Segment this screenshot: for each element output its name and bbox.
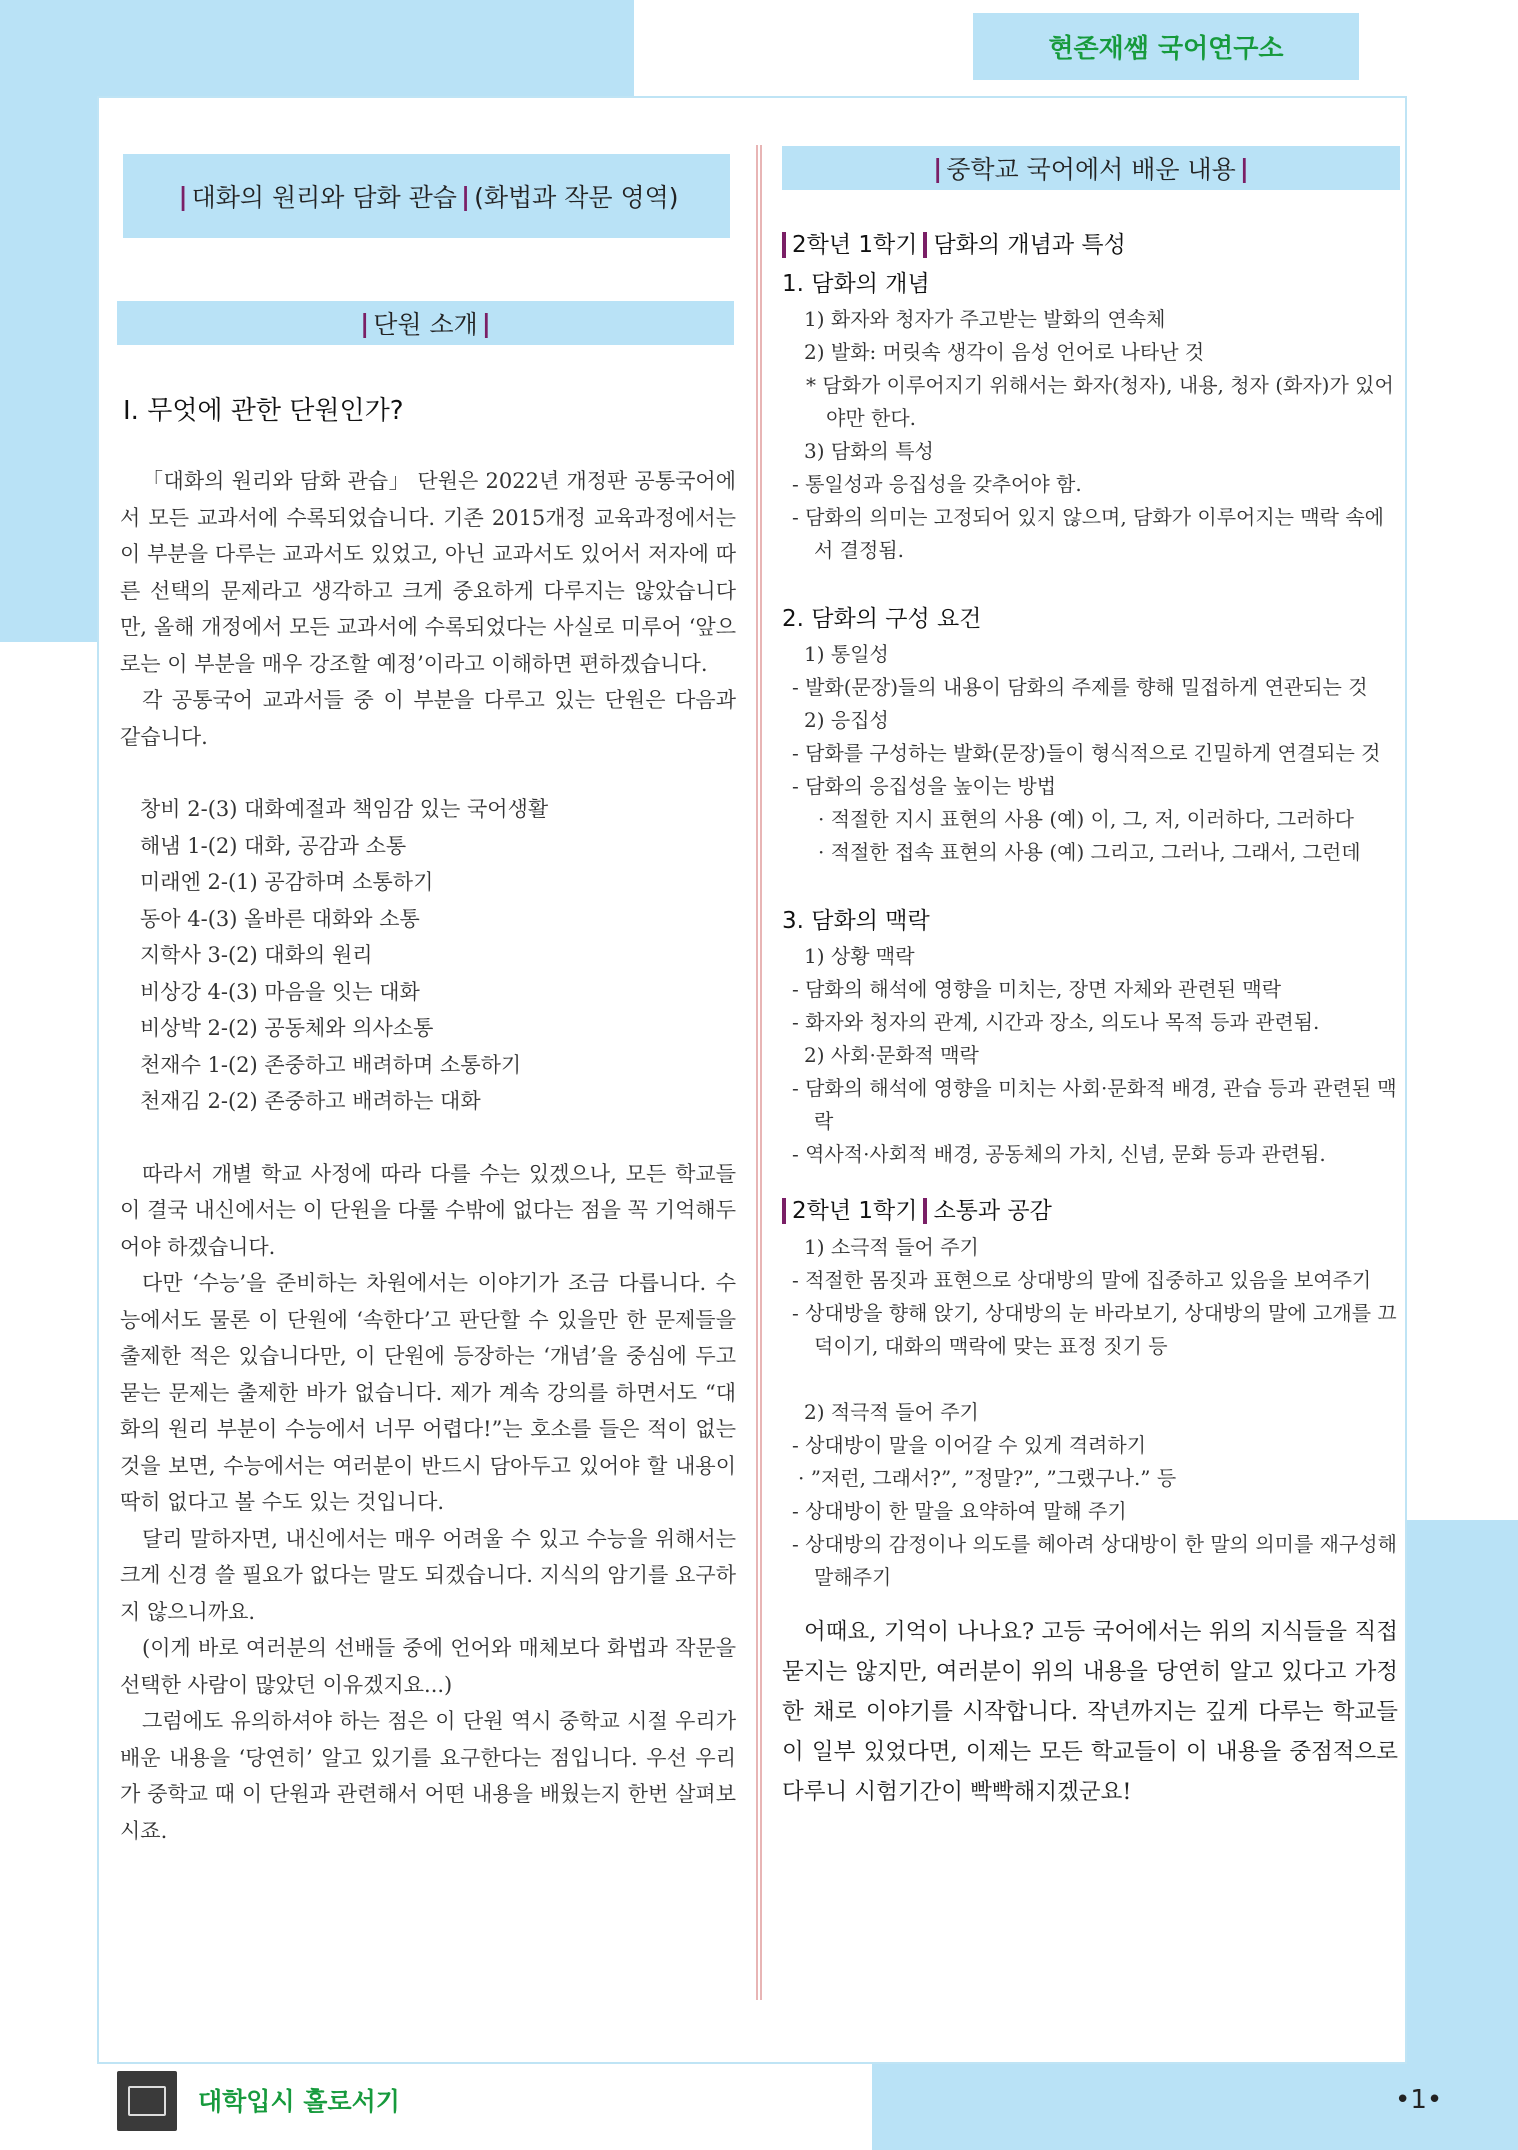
listening-sub: - 상대방이 말을 이어갈 수 있게 격려하기 [792, 1433, 1147, 1457]
list-item: 창비 2-(3) 대화예절과 책임감 있는 국어생활 [140, 797, 549, 821]
list-item: 비상박 2-(2) 공동체와 의사소통 [140, 1016, 434, 1040]
listening-sub: - 상대방을 향해 앉기, 상대방의 눈 바라보기, 상대방의 말에 고개를 끄덕이기, 대화의 맥락에 맞는 표정 짓기 등 [792, 1301, 1397, 1358]
paragraph-3: 따라서 개별 학교 사정에 따라 다를 수는 있겠으나, 모든 학교들이 결국 내신에서는 이 단원을 다룰 수밖에 없다는 점을 꼭 기억해두어야 하겠습니다. [120, 1161, 736, 1259]
paragraph-4: 다만 ‘수능’을 준비하는 차원에서는 이야기가 조금 다릅니다. 수능에서도 물론 이 단원에 ‘속한다’고 판단할 수 있을만 한 문제들을 출제한 적은 있습니다만, 이 단원에 등장하는 ‘개념’을 중심에 두고 묻는 문제는 출제한 바가 없습니다. 제가 계속 강의를 하면서도 “대화의 원리 부분이 수능에서 너무 어렵다!”는 호소를 들은 적이 없는 것을 보면, 수능에서는 여러분이 반드시 담아두고 있어야 할 내용이 딱히 없다고 볼 수도 있는 것입니다. [120, 1271, 736, 1514]
middle-school-label: 중학교 국어에서 배운 내용 [946, 155, 1236, 184]
paragraph-5: 달리 말하자면, 내신에서는 매우 어려울 수 있고 수능을 위해서는 크게 신경 쓸 필요가 없다는 말도 되겠습니다. 지식의 암기를 요구하지 않으니까요. [120, 1526, 736, 1624]
heading-discourse-context: 3. 담화의 맥락 [782, 908, 930, 934]
heading-discourse-requirements: 2. 담화의 구성 요건 [782, 606, 982, 632]
footer-title: 대학입시 홀로서기 [198, 2087, 400, 2116]
textbook-unit-list [120, 791, 736, 1120]
main-title-bar: | 대화의 원리와 담화 관습 | (화법과 작문 영역) [123, 154, 730, 238]
main-title-suffix: (화법과 작문 영역) [474, 183, 679, 212]
right-column [782, 225, 1398, 1835]
section-heading: Ⅰ. 무엇에 관한 단원인가? [123, 396, 404, 426]
main-title: 대화의 원리와 담화 관습 [191, 183, 457, 212]
left-column [120, 463, 736, 1849]
concept-item: 3) 담화의 특성 [804, 439, 934, 463]
context-sub: - 역사적·사회적 배경, 공동체의 가치, 신념, 문화 등과 관련됨. [792, 1142, 1326, 1166]
concept-item: 2) 발화: 머릿속 생각이 음성 언어로 나타난 것 [804, 340, 1205, 364]
concept-item: 1) 화자와 청자가 주고받는 발화의 연속체 [804, 307, 1166, 331]
section-tag-1: 2학년 1학기 담화의 개념과 특성 [782, 225, 1398, 265]
context-sub: - 담화의 해석에 영향을 미치는 사회·문화적 배경, 관습 등과 관련된 맥락 [792, 1076, 1397, 1133]
logo-icon [117, 2071, 177, 2131]
intro-paragraph-1: 「대화의 원리와 담화 관습」 단원은 2022년 개정판 공통국어에서 모든 교과서에 수록되었습니다. 기존 2015개정 교육과정에서는 이 부분을 다루는 교과서도 있었고, 아닌 교과서도 있어서 저자에 따른 선택의 문제라고 생각하고 크게 중요하게 다루지는 않았습니다만, 올해 개정에서 모든 교과서에 수록되었다는 사실로 미루어 ‘앞으로는 이 부분을 매우 강조할 예정’이라고 이해하면 편하겠습니다. [120, 469, 736, 676]
list-item: 지학사 3-(2) 대화의 원리 [140, 943, 373, 967]
context-item: 2) 사회·문화적 맥락 [804, 1043, 979, 1067]
concept-sub: - 담화의 의미는 고정되어 있지 않으며, 담화가 이루어지는 맥락 속에서 결정됨. [792, 505, 1384, 562]
bg-block-left-side [0, 0, 97, 642]
closing-paragraph: 어때요, 기억이 나나요? 고등 국어에서는 위의 지식들을 직접 묻지는 않지만, 여러분이 위의 내용을 당연히 알고 있다고 가정한 채로 이야기를 시작합니다. 작년까지는 깊게 다루는 학교들이 일부 있었다면, 이제는 모든 학교들이 이 내용을 중점적으로 다루니 시험기간이 빡빡해지겠군요! [782, 1619, 1398, 1805]
requirement-subsub: · 적절한 접속 표현의 사용 (예) 그리고, 그러나, 그래서, 그런데 [818, 840, 1361, 864]
context-sub: - 담화의 해석에 영향을 미치는, 장면 자체와 관련된 맥락 [792, 977, 1282, 1001]
header-tag: 현존재쌤 국어연구소 [973, 13, 1359, 80]
requirement-sub: - 담화를 구성하는 발화(문장)들이 형식적으로 긴밀하게 연결되는 것 [792, 741, 1381, 765]
requirement-sub: - 발화(문장)들의 내용이 담화의 주제를 향해 밀접하게 연관되는 것 [792, 675, 1368, 699]
list-item: 해냄 1-(2) 대화, 공감과 소통 [140, 833, 407, 858]
listening-item: 2) 적극적 들어 주기 [804, 1400, 979, 1424]
list-item: 천재김 2-(2) 존중하고 배려하는 대화 [140, 1089, 481, 1113]
requirement-item: 2) 응집성 [804, 708, 889, 732]
middle-school-bar: | 중학교 국어에서 배운 내용 | [782, 146, 1400, 190]
listening-sub: - 상대방의 감정이나 의도를 헤아려 상대방이 한 말의 의미를 재구성해 말해주기 [792, 1532, 1397, 1589]
listening-item: 1) 소극적 들어 주기 [804, 1235, 979, 1259]
requirement-item: 1) 통일성 [804, 642, 889, 666]
bg-block-right-side [1407, 1520, 1518, 2150]
concept-note: * 담화가 이루어지기 위해서는 화자(청자), 내용, 청자 (화자)가 있어야만 한다. [806, 373, 1394, 430]
listening-sub: - 상대방이 한 말을 요약하여 말해 주기 [792, 1499, 1127, 1523]
paragraph-6: (이게 바로 여러분의 선배들 중에 언어와 매체보다 화법과 작문을 선택한 사람이 많았던 이유겠지요...) [120, 1636, 736, 1697]
list-item: 비상강 4-(3) 마음을 잇는 대화 [140, 979, 420, 1004]
intro-paragraph-2: 각 공통국어 교과서들 중 이 부분을 다루고 있는 단원은 다음과 같습니다. [120, 688, 736, 749]
page-number: •1• [1395, 2085, 1443, 2115]
unit-intro-bar: | 단원 소개 | [117, 301, 734, 345]
heading-discourse-concept: 1. 담화의 개념 [782, 271, 930, 297]
list-item: 미래엔 2-(1) 공감하며 소통하기 [140, 870, 434, 894]
paragraph-7: 그럼에도 유의하셔야 하는 점은 이 단원 역시 중학교 시절 우리가 배운 내용을 ‘당연히’ 알고 있기를 요구한다는 점입니다. 우선 우리가 중학교 때 이 단원과 관련해서 어떤 내용을 배웠는지 한번 살펴보시죠. [120, 1709, 736, 1843]
list-item: 천재수 1-(2) 존중하고 배려하며 소통하기 [140, 1052, 522, 1077]
context-item: 1) 상황 맥락 [804, 944, 915, 968]
listening-subsub: · ”저런, 그래서?”, ”정말?”, ”그랬구나.” 등 [798, 1466, 1177, 1490]
requirement-subsub: · 적절한 지시 표현의 사용 (예) 이, 그, 저, 이러하다, 그러하다 [818, 807, 1355, 831]
context-sub: - 화자와 청자의 관계, 시간과 장소, 의도나 목적 등과 관련됨. [792, 1010, 1320, 1034]
column-divider [756, 145, 762, 2000]
requirement-sub: - 담화의 응집성을 높이는 방법 [792, 774, 1057, 798]
concept-sub: - 통일성과 응집성을 갖추어야 함. [792, 472, 1082, 496]
list-item: 동아 4-(3) 올바른 대화와 소통 [140, 906, 420, 931]
unit-intro-label: 단원 소개 [373, 310, 478, 339]
listening-sub: - 적절한 몸짓과 표현으로 상대방의 말에 집중하고 있음을 보여주기 [792, 1268, 1372, 1292]
section-tag-2: 2학년 1학기 소통과 공감 [782, 1191, 1398, 1231]
